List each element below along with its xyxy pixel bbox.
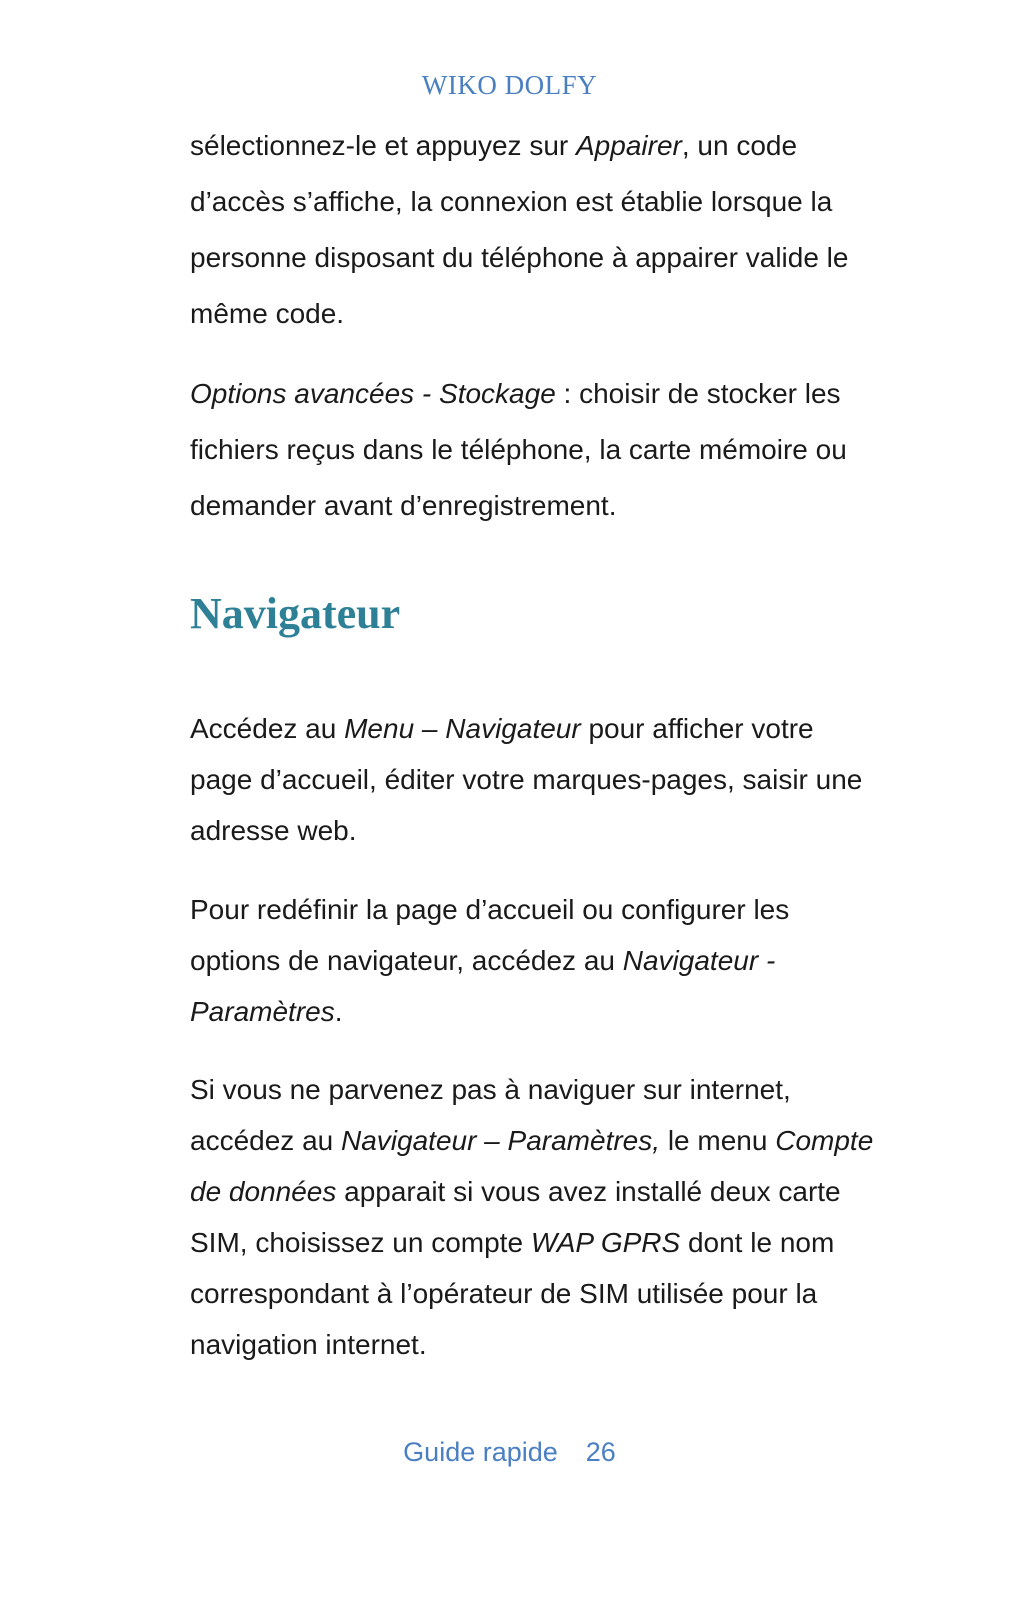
page-footer <box>0 1437 1019 1468</box>
footer-label: Guide rapide <box>403 1437 558 1467</box>
italic-term: Navigateur – Paramètres, <box>341 1125 661 1156</box>
page-number: 26 <box>585 1437 616 1467</box>
text-span: sélectionnez-le et appuyez sur <box>190 130 576 161</box>
text-span: Accédez au <box>190 713 345 744</box>
paragraph-browser-settings <box>190 884 880 1037</box>
text-span: Si vous ne parvenez pas à naviguer sur internet, accédez au <box>190 1074 791 1156</box>
text-span: pour afficher votre page d’accueil, éditer votre marques-pages, saisir une adresse web. <box>190 713 863 846</box>
paragraph-storage-options <box>190 366 880 534</box>
paragraph-pairing <box>190 118 880 342</box>
text-span: , un code d’accès s’affiche, la connexion est établie lorsque la personne disposant du téléphone à appairer valide le même code. <box>190 130 849 329</box>
text-span: dont le nom correspondant à l’opérateur de SIM utilisée pour la navigation internet. <box>190 1227 835 1360</box>
text-span: . <box>334 996 343 1027</box>
italic-term: Options avancées - Stockage <box>190 378 556 409</box>
italic-term: Menu – Navigateur <box>344 713 581 744</box>
italic-term: Compte de données <box>190 1125 874 1207</box>
paragraph-troubleshooting <box>190 1064 880 1370</box>
italic-term: WAP GPRS <box>530 1227 681 1258</box>
running-header: WIKO DOLFY <box>421 70 598 100</box>
text-span: Pour redéfinir la page d’accueil ou configurer les options de navigateur, accédez au <box>190 894 790 976</box>
italic-term: Navigateur - Paramètres <box>190 945 776 1027</box>
section-heading: Navigateur <box>190 589 401 638</box>
text-span: : choisir de stocker les fichiers reçus dans le téléphone, la carte mémoire ou demander avant d’enregistrement. <box>190 378 847 521</box>
text-span: apparait si vous avez installé deux carte SIM, choisissez un compte <box>190 1176 841 1258</box>
italic-term: Appairer <box>576 130 682 161</box>
text-span: le menu <box>660 1125 776 1156</box>
paragraph-browser-access <box>190 703 880 856</box>
